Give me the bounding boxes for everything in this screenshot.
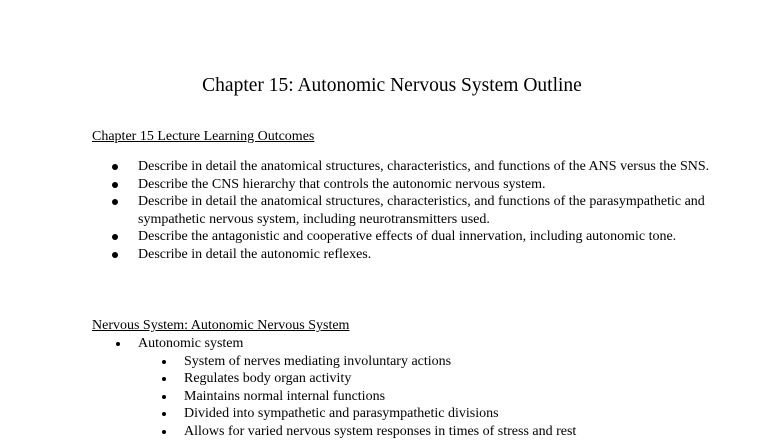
ans-subitem-text: Allows for varied nervous system responses in times of stress and rest [184,423,577,439]
bullet-dot-icon [112,252,118,258]
ans-subitem-text: Maintains normal internal functions [184,388,386,404]
outcome-text: Describe the antagonistic and cooperative effects of dual innervation, including autonomic tone. [138,229,677,244]
ans-subitem-text: System of nerves mediating involuntary actions [184,353,452,369]
bullet-dot-icon [162,430,166,434]
bullet-dot-icon [162,412,166,416]
ans-sub-list [138,353,748,441]
ans-subitem [138,405,748,423]
outcome-text: Describe in detail the autonomic reflexes. [138,246,372,262]
outcome-item [108,228,718,246]
bullet-dot-icon [112,182,118,188]
ans-subitem-text: Regulates body organ activity [184,371,352,386]
ans-subitem [138,370,748,388]
bullet-dot-icon [112,234,118,240]
outcome-text: Describe the CNS hierarchy that controls the autonomic nervous system. [138,176,546,192]
ans-item [108,335,748,440]
outcome-item [108,246,718,264]
page-title: Chapter 15: Autonomic Nervous System Outline [202,75,582,96]
ans-list [108,335,748,440]
outcome-item [108,193,718,228]
bullet-dot-icon [162,377,166,381]
outcome-item [108,176,718,194]
outcomes-heading: Chapter 15 Lecture Learning Outcomes [92,129,315,144]
ans-item-label: Autonomic system [138,336,244,351]
ans-subitem-text: Divided into sympathetic and parasympathetic divisions [184,406,499,421]
outcomes-list [108,158,718,263]
bullet-dot-icon [112,199,118,205]
outcome-text: Describe in detail the anatomical structures, characteristics, and functions of the parasympathetic and sympathetic nervous system, including neurotransmitters used. [138,194,705,227]
ans-subitem [138,423,748,441]
bullet-dot-icon [162,395,166,399]
ans-section-heading: Nervous System: Autonomic Nervous System [92,318,350,333]
bullet-dot-icon [116,342,120,346]
outcome-item [108,158,718,176]
ans-subitem [138,388,748,406]
bullet-dot-icon [162,360,166,364]
ans-subitem [138,353,748,371]
outcome-text: Describe in detail the anatomical structures, characteristics, and functions of the ANS versus the SNS. [138,159,710,174]
bullet-dot-icon [112,164,118,170]
